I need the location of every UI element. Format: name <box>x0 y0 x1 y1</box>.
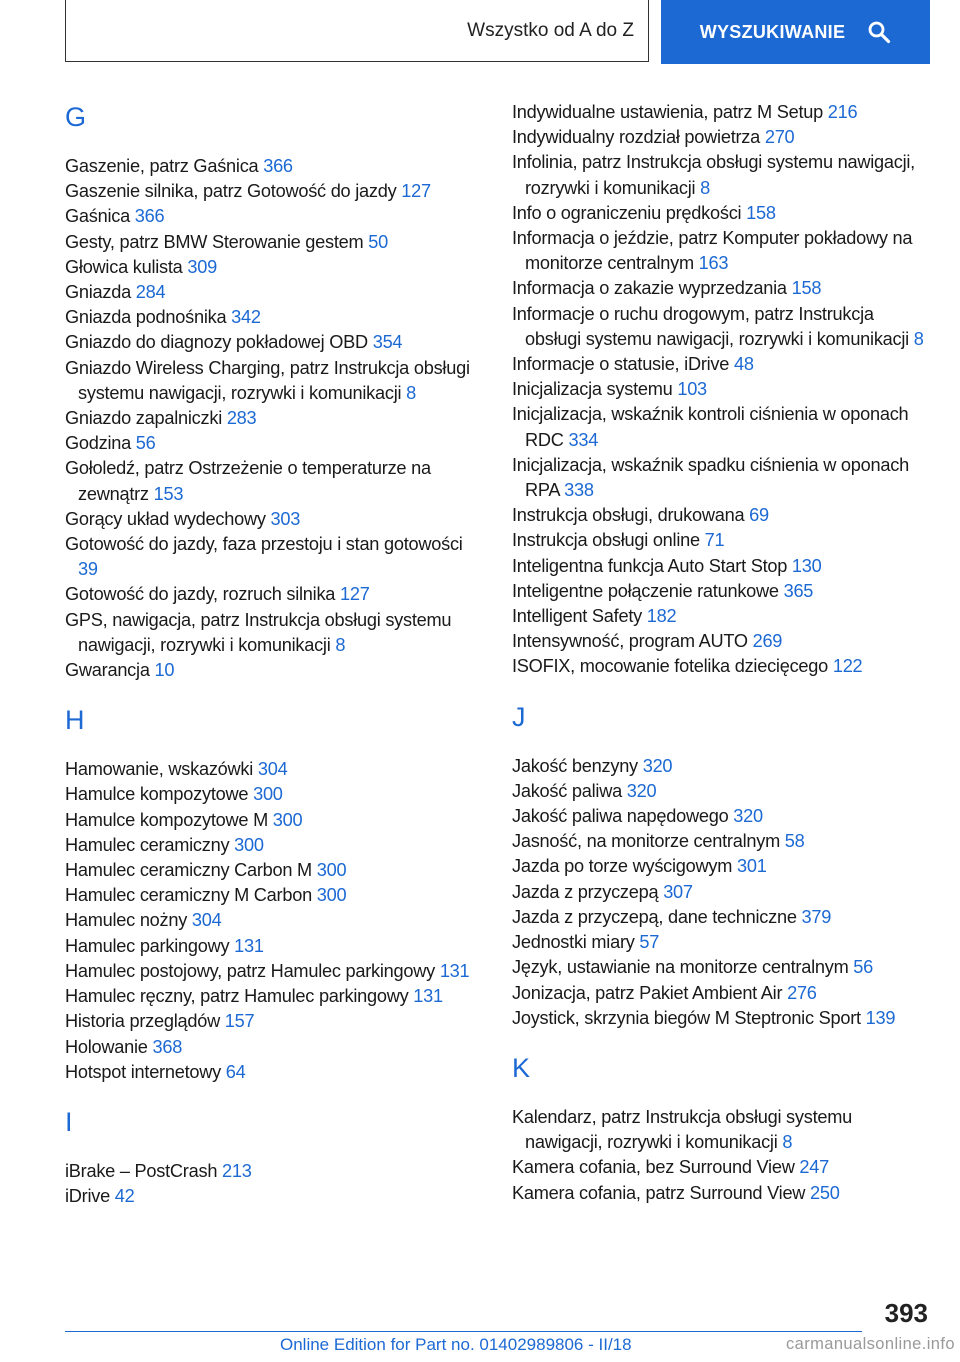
entry-term: Gaszenie, patrz Gaśnica <box>65 156 264 176</box>
index-entry <box>512 955 932 980</box>
entry-term: Informacja o jeździe, patrz Komputer pokładowy na monitorze centralnym <box>512 228 913 274</box>
page-link[interactable]: 365 <box>783 580 814 601</box>
index-entry <box>512 503 932 528</box>
index-entry <box>512 854 932 879</box>
index-entry <box>65 1159 485 1184</box>
entry-term: Hamulec ceramiczny Carbon M <box>65 860 317 881</box>
entry-term: Jazda z przyczepą <box>512 881 664 902</box>
entry-term: Język, ustawianie na monitorze centralnym <box>512 957 854 978</box>
section-letter: H <box>65 705 85 736</box>
page-link[interactable]: 307 <box>663 881 693 902</box>
entry-term: Gniazda podnośnika <box>65 307 232 328</box>
page-link[interactable]: 300 <box>272 809 303 830</box>
entry-term: Jazda z przyczepą, dane techniczne <box>512 906 802 927</box>
index-entry <box>65 582 485 607</box>
index-entry <box>65 833 485 858</box>
page-link[interactable]: 354 <box>372 332 403 353</box>
page-link[interactable]: 58 <box>784 831 805 852</box>
index-entry <box>65 934 485 959</box>
page-link[interactable]: 304 <box>191 910 222 931</box>
index-entry <box>512 528 932 553</box>
section-letter: I <box>65 1106 73 1137</box>
page-link[interactable]: 309 <box>187 256 217 277</box>
page-link[interactable]: 50 <box>368 231 388 252</box>
section-letter: K <box>512 1052 531 1083</box>
page-link[interactable]: 69 <box>749 505 769 526</box>
index-entry <box>65 959 485 984</box>
entry-term: Kamera cofania, bez Surround View <box>512 1157 800 1178</box>
page-link[interactable]: 338 <box>564 480 594 501</box>
entry-term: Intensywność, program AUTO <box>512 631 753 652</box>
index-entry <box>65 330 485 355</box>
entry-term: Indywidualny rozdział powietrza <box>512 127 765 148</box>
entry-term: Głowica kulista <box>65 256 188 277</box>
index-entry <box>512 579 932 604</box>
index-entry <box>65 808 485 833</box>
index-entry <box>512 981 932 1006</box>
page-link[interactable]: 276 <box>787 982 817 1003</box>
entry-term: Godzina <box>65 433 136 454</box>
page-link[interactable]: 320 <box>626 780 657 801</box>
index-entry <box>65 608 485 658</box>
entry-term: Infolinia, patrz Instrukcja obsługi systemu nawigacji, rozrywki i komunikacji <box>512 152 915 198</box>
page-link[interactable]: 320 <box>733 806 763 827</box>
entry-term: Instrukcja obsługi, drukowana <box>512 505 750 526</box>
index-entry <box>512 604 932 629</box>
index-entry <box>512 1181 932 1206</box>
entry-term: Kalendarz, patrz Instrukcja obsługi systemu nawigacji, rozrywki i komunikacji <box>512 1106 853 1153</box>
index-entry <box>65 532 485 582</box>
page-link[interactable]: 334 <box>568 429 599 450</box>
entry-term: iDrive <box>65 1186 115 1207</box>
page-link[interactable]: 8 <box>913 328 924 349</box>
index-entry <box>512 453 932 503</box>
page-link[interactable]: 8 <box>782 1132 793 1153</box>
entry-term: Gaśnica <box>65 206 135 227</box>
page-link[interactable]: 300 <box>253 784 283 805</box>
index-entry <box>512 654 932 679</box>
index-entry <box>65 431 485 456</box>
page-link[interactable]: 103 <box>677 379 707 400</box>
page-link[interactable]: 158 <box>791 278 822 299</box>
page-link[interactable]: 56 <box>135 433 156 454</box>
page-link[interactable]: 122 <box>832 656 863 677</box>
index-entry <box>65 356 485 406</box>
index-entry <box>512 302 932 352</box>
entry-term: Hamulec parkingowy <box>65 935 235 956</box>
section-letter: J <box>512 701 526 732</box>
entry-term: ISOFIX, mocowanie fotelika dziecięcego <box>512 656 833 677</box>
page-link[interactable]: 127 <box>339 584 370 605</box>
index-entry <box>512 352 932 377</box>
entry-term: Informacje o ruchu drogowym, patrz Instrukcja obsługi systemu nawigacji, rozrywki i komunikacji <box>512 303 914 349</box>
index-entry <box>65 757 485 782</box>
page-link[interactable]: 213 <box>221 1160 252 1181</box>
entry-term: iBrake – PostCrash <box>65 1160 222 1181</box>
index-entry <box>65 305 485 330</box>
index-entry <box>512 100 932 125</box>
index-entry <box>65 255 485 280</box>
page-link[interactable]: 10 <box>154 660 175 681</box>
index-entry <box>65 1035 485 1060</box>
page-link[interactable]: 300 <box>316 860 347 881</box>
entry-term: Gniazdo do diagnozy pokładowej OBD <box>65 332 373 353</box>
entry-term: Info o ograniczeniu prędkości <box>512 202 747 223</box>
index-entry <box>512 779 932 804</box>
index-entry <box>65 1009 485 1034</box>
index-entry <box>65 984 485 1009</box>
entry-term: Gniazdo zapalniczki <box>65 408 227 429</box>
entry-term: Hamowanie, wskazówki <box>65 759 258 780</box>
entry-term: Jasność, na monitorze centralnym <box>512 831 785 852</box>
entry-term: Hamulce kompozytowe <box>65 784 254 805</box>
page-link[interactable]: 300 <box>316 885 347 906</box>
index-entry <box>65 406 485 431</box>
entry-term: Jakość benzyny <box>512 755 643 776</box>
page-link[interactable]: 284 <box>135 282 166 303</box>
index-entry <box>65 1060 485 1085</box>
page-link[interactable]: 56 <box>853 957 874 978</box>
entry-term: Hotspot internetowy <box>65 1061 226 1082</box>
entry-term: Kamera cofania, patrz Surround View <box>512 1182 810 1203</box>
footer-edition: Online Edition for Part no. 01402989806 - II/18 <box>280 1335 632 1354</box>
index-entry <box>512 754 932 779</box>
page-link[interactable]: 39 <box>78 559 98 580</box>
entry-term: Gaszenie silnika, patrz Gotowość do jazdy <box>65 181 402 202</box>
search-tab[interactable] <box>661 0 930 64</box>
page-link[interactable]: 269 <box>752 631 783 652</box>
index-entry <box>65 883 485 908</box>
index-tab-label: Wszystko od A do Z <box>467 19 634 41</box>
entry-term: Hamulec nożny <box>65 910 192 931</box>
page-link[interactable]: 303 <box>270 508 301 529</box>
entry-term: Jazda po torze wyścigowym <box>512 856 737 877</box>
page-link[interactable]: 368 <box>152 1036 183 1057</box>
entry-term: Informacja o zakazie wyprzedzania <box>512 278 792 299</box>
entry-term: Gotowość do jazdy, faza przestoju i stan gotowości <box>65 534 463 555</box>
index-entry <box>65 456 485 506</box>
page-link[interactable]: 127 <box>401 181 431 202</box>
index-entry <box>512 880 932 905</box>
watermark: carmanualsonline.info <box>786 1335 955 1353</box>
page-link[interactable]: 342 <box>231 307 261 328</box>
page-link[interactable]: 64 <box>225 1061 246 1082</box>
footer-divider <box>65 1331 862 1332</box>
entry-term: Gniazda <box>65 282 136 303</box>
entry-term: GPS, nawigacja, patrz Instrukcja obsługi systemu nawigacji, rozrywki i komunikacji <box>65 609 452 655</box>
page-link[interactable]: 8 <box>406 382 416 403</box>
page-link[interactable]: 283 <box>226 408 257 429</box>
index-entry <box>512 905 932 930</box>
page-link[interactable]: 131 <box>234 935 264 956</box>
index-entry <box>65 1184 485 1209</box>
entry-term: Gniazdo Wireless Charging, patrz Instrukcja obsługi systemu nawigacji, rozrywki i komunikacji <box>65 357 470 403</box>
index-column-right <box>512 100 932 1206</box>
index-column-left <box>65 100 485 1209</box>
index-entry <box>512 629 932 654</box>
index-tab[interactable] <box>65 0 649 62</box>
index-entry <box>512 201 932 226</box>
index-entry <box>512 150 932 200</box>
page-link[interactable]: 42 <box>114 1186 135 1207</box>
entry-term: Inteligentne połączenie ratunkowe <box>512 580 784 601</box>
index-entry <box>512 125 932 150</box>
page-link[interactable]: 247 <box>799 1157 829 1178</box>
entry-term: Gołoledź, patrz Ostrzeżenie o temperaturze na zewnątrz <box>65 458 431 504</box>
index-entry <box>65 658 485 683</box>
entry-term: Intelligent Safety <box>512 606 647 627</box>
page-link[interactable]: 8 <box>700 177 711 198</box>
page-link[interactable]: 139 <box>865 1007 896 1028</box>
entry-term: Gesty, patrz BMW Sterowanie gestem <box>65 231 369 252</box>
index-entry <box>512 1105 932 1155</box>
entry-term: Jonizacja, patrz Pakiet Ambient Air <box>512 982 788 1003</box>
entry-term: Hamulec ceramiczny M Carbon <box>65 885 317 906</box>
section-letter: G <box>65 102 87 132</box>
page-link[interactable]: 158 <box>746 202 776 223</box>
page-header <box>65 0 930 64</box>
entry-term: Gwarancja <box>65 660 155 681</box>
index-entry <box>512 554 932 579</box>
index-entry <box>65 179 485 204</box>
entry-term: Hamulec ceramiczny <box>65 834 235 855</box>
entry-term: Historia przeglądów <box>65 1011 225 1032</box>
entry-term: Joystick, skrzynia biegów M Steptronic Sport <box>512 1007 866 1028</box>
entry-term: Inteligentna funkcja Auto Start Stop <box>512 555 792 576</box>
entry-term: Inicjalizacja, wskaźnik kontroli ciśnienia w oponach RDC <box>512 404 909 450</box>
entry-term: Jednostki miary <box>512 932 640 953</box>
index-entry <box>65 154 485 179</box>
index-entry <box>512 276 932 301</box>
index-entry <box>512 1006 932 1031</box>
page-link[interactable]: 131 <box>439 960 470 981</box>
page-link[interactable]: 182 <box>646 606 677 627</box>
page-link[interactable]: 366 <box>134 206 165 227</box>
page-link[interactable]: 163 <box>698 253 729 274</box>
entry-term: Instrukcja obsługi online <box>512 530 705 551</box>
page-link[interactable]: 300 <box>234 834 264 855</box>
entry-term: Hamulce kompozytowe M <box>65 809 273 830</box>
page-link[interactable]: 320 <box>642 755 673 776</box>
index-entry <box>65 204 485 229</box>
index-entry <box>512 930 932 955</box>
search-tab-label: WYSZUKIWANIE <box>699 21 846 42</box>
page-link[interactable]: 304 <box>257 759 288 780</box>
entry-term: Jakość paliwa napędowego <box>512 806 734 827</box>
index-entry <box>65 230 485 255</box>
index-entry <box>512 1155 932 1180</box>
page-link[interactable]: 379 <box>801 906 832 927</box>
page-link[interactable]: 48 <box>733 354 754 375</box>
search-icon <box>867 20 891 44</box>
index-entry <box>512 402 932 452</box>
page-link[interactable]: 57 <box>639 932 660 953</box>
page-link[interactable]: 131 <box>413 986 443 1007</box>
index-entry <box>512 829 932 854</box>
index-entry <box>512 377 932 402</box>
entry-term: Hamulec postojowy, patrz Hamulec parkingowy <box>65 960 440 981</box>
entry-term: Hamulec ręczny, patrz Hamulec parkingowy <box>65 986 414 1007</box>
entry-term: Gotowość do jazdy, rozruch silnika <box>65 584 340 605</box>
entry-term: Inicjalizacja, wskaźnik spadku ciśnienia w oponach RPA <box>512 454 909 501</box>
page-number: 393 <box>884 1298 928 1328</box>
page-link[interactable]: 301 <box>736 856 767 877</box>
index-entry <box>512 226 932 276</box>
index-entry <box>512 804 932 829</box>
index-entry <box>65 507 485 532</box>
page-link[interactable]: 153 <box>153 483 184 504</box>
entry-term: Inicjalizacja systemu <box>512 379 678 400</box>
page-link[interactable]: 130 <box>791 555 822 576</box>
page-link[interactable]: 250 <box>810 1182 840 1203</box>
index-entry <box>65 908 485 933</box>
page-link[interactable]: 270 <box>764 127 795 148</box>
page-link[interactable]: 216 <box>827 102 858 122</box>
entry-term: Jakość paliwa <box>512 780 627 801</box>
index-entry <box>65 280 485 305</box>
page-link[interactable]: 366 <box>263 156 293 176</box>
page-link[interactable]: 157 <box>224 1011 255 1032</box>
entry-term: Holowanie <box>65 1036 153 1057</box>
index-entry <box>65 782 485 807</box>
entry-term: Gorący układ wydechowy <box>65 508 271 529</box>
page-link[interactable]: 71 <box>704 530 725 551</box>
index-entry <box>65 858 485 883</box>
entry-term: Indywidualne ustawienia, patrz M Setup <box>512 102 828 122</box>
entry-term: Informacje o statusie, iDrive <box>512 354 734 375</box>
page-link[interactable]: 8 <box>335 634 346 655</box>
